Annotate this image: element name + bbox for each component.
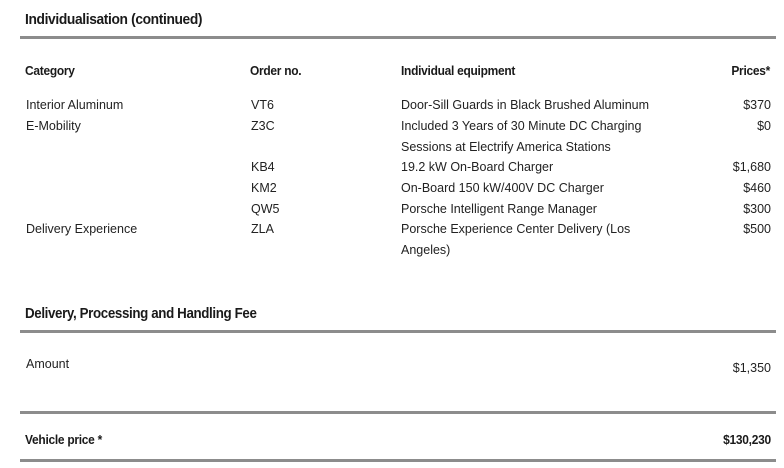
price-cell: $500 [743,222,771,236]
column-header-prices: Prices* [731,63,770,78]
equipment-cell: 19.2 kW On-Board Charger [401,160,554,174]
category-cell: E-Mobility [26,119,81,133]
order-no-cell: KM2 [251,181,277,195]
price-cell: $370 [743,98,771,112]
section-divider [20,330,776,333]
column-header-equipment: Individual equipment [401,63,516,78]
equipment-cell-line2: Sessions at Electrify America Stations [401,140,611,154]
delivery-fee-value: $1,350 [732,361,771,375]
price-cell: $1,680 [732,160,771,174]
price-cell: $300 [743,202,771,216]
category-cell: Delivery Experience [26,222,138,236]
order-no-cell: VT6 [251,98,274,112]
section-title-delivery-fee: Delivery, Processing and Handling Fee [25,306,257,322]
equipment-cell: Porsche Experience Center Delivery (Los [401,222,631,236]
section-divider [20,459,776,462]
equipment-cell: Porsche Intelligent Range Manager [401,202,597,216]
order-no-cell: KB4 [251,160,275,174]
equipment-cell-line2: Angeles) [401,243,451,257]
order-no-cell: ZLA [251,222,274,236]
equipment-cell: On-Board 150 kW/400V DC Charger [401,181,604,195]
column-header-category: Category [25,63,75,78]
price-cell: $460 [743,181,771,195]
section-title-individualisation: Individualisation (continued) [25,11,203,28]
equipment-cell: Door-Sill Guards in Black Brushed Aluminum [401,98,650,112]
vehicle-price-value: $130,230 [723,432,771,447]
price-cell: $0 [757,119,771,133]
equipment-cell: Included 3 Years of 30 Minute DC Charging [401,119,642,133]
order-no-cell: Z3C [251,119,275,133]
delivery-fee-label: Amount [26,357,70,371]
column-header-order-no: Order no. [250,63,302,78]
order-no-cell: QW5 [251,202,280,216]
category-cell: Interior Aluminum [26,98,124,112]
vehicle-price-label: Vehicle price * [25,432,102,447]
section-divider [20,36,776,39]
section-divider [20,411,776,414]
